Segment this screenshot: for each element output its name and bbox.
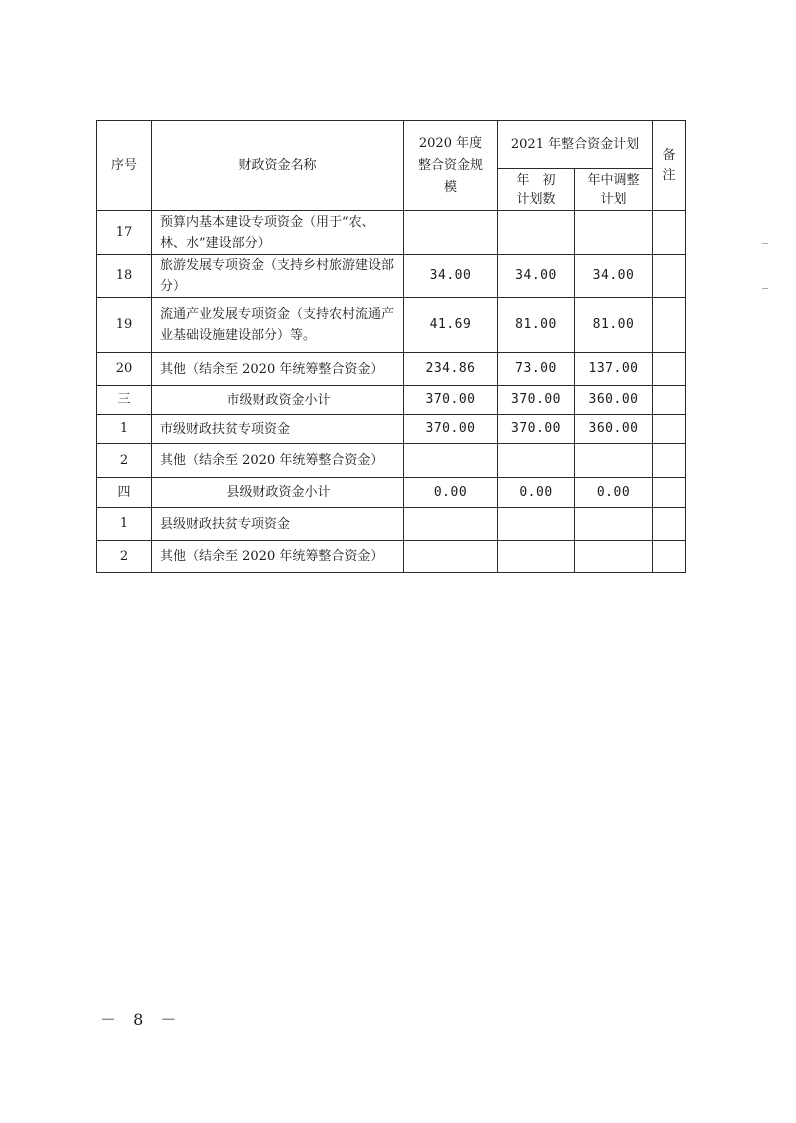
row-initial-plan: 370.00	[498, 386, 575, 415]
row-initial-plan	[498, 508, 575, 541]
row-seq: 1	[97, 415, 152, 444]
row-initial-plan	[498, 444, 575, 478]
row-remark	[653, 415, 686, 444]
row-initial-plan	[498, 541, 575, 573]
table-header-row	[97, 121, 686, 169]
row-remark	[653, 298, 686, 353]
row-seq: 三	[97, 386, 152, 415]
row-scale-2020	[404, 541, 498, 573]
row-initial-plan	[498, 211, 575, 255]
row-midyear-plan: 137.00	[575, 353, 653, 386]
row-remark	[653, 541, 686, 573]
row-remark	[653, 386, 686, 415]
row-midyear-plan: 0.00	[575, 478, 653, 508]
row-scale-2020: 41.69	[404, 298, 498, 353]
row-seq: 四	[97, 478, 152, 508]
page-number: － 8 －	[100, 1010, 183, 1029]
header-plan-2021: 2021 年整合资金计划	[498, 121, 653, 169]
row-midyear-plan: 34.00	[575, 255, 653, 298]
row-seq: 19	[97, 298, 152, 353]
row-seq: 20	[97, 353, 152, 386]
row-scale-2020: 370.00	[404, 386, 498, 415]
row-midyear-plan: 360.00	[575, 415, 653, 444]
row-fund-name: 流通产业发展专项资金（支持农村流通产业基础设施建设部分）等。	[152, 298, 404, 353]
row-seq: 17	[97, 211, 152, 255]
table-row	[97, 298, 686, 353]
table-row	[97, 541, 686, 573]
header-seq: 序号	[97, 121, 152, 211]
row-fund-name: 县级财政扶贫专项资金	[152, 508, 404, 541]
row-initial-plan: 34.00	[498, 255, 575, 298]
row-remark	[653, 353, 686, 386]
row-fund-name: 预算内基本建设专项资金（用于“农、林、水”建设部分）	[152, 211, 404, 255]
row-fund-name: 其他（结余至 2020 年统筹整合资金）	[152, 353, 404, 386]
row-remark	[653, 255, 686, 298]
row-remark	[653, 508, 686, 541]
row-scale-2020	[404, 508, 498, 541]
header-scale-2020: 2020 年度整合资金规模	[404, 121, 498, 211]
row-midyear-plan	[575, 211, 653, 255]
row-midyear-plan: 81.00	[575, 298, 653, 353]
row-remark	[653, 211, 686, 255]
row-scale-2020: 370.00	[404, 415, 498, 444]
header-name: 财政资金名称	[152, 121, 404, 211]
row-remark	[653, 444, 686, 478]
table-row	[97, 444, 686, 478]
fund-table	[96, 120, 686, 573]
row-fund-name: 其他（结余至 2020 年统筹整合资金）	[152, 541, 404, 573]
header-midyear-plan: 年中调整 计划	[575, 169, 653, 211]
header-remark: 备注	[653, 121, 686, 211]
row-remark	[653, 478, 686, 508]
row-fund-name: 旅游发展专项资金（支持乡村旅游建设部分）	[152, 255, 404, 298]
scan-mark	[762, 243, 768, 244]
scan-mark	[762, 288, 768, 289]
table-row	[97, 211, 686, 255]
row-midyear-plan	[575, 508, 653, 541]
table-row	[97, 353, 686, 386]
row-scale-2020: 34.00	[404, 255, 498, 298]
row-initial-plan: 73.00	[498, 353, 575, 386]
row-seq: 2	[97, 541, 152, 573]
table-row	[97, 508, 686, 541]
row-scale-2020	[404, 211, 498, 255]
row-initial-plan: 370.00	[498, 415, 575, 444]
row-fund-name: 市级财政资金小计	[152, 386, 404, 415]
table-row	[97, 415, 686, 444]
table-row	[97, 478, 686, 508]
row-fund-name: 市级财政扶贫专项资金	[152, 415, 404, 444]
row-midyear-plan: 360.00	[575, 386, 653, 415]
row-fund-name: 县级财政资金小计	[152, 478, 404, 508]
table-row	[97, 386, 686, 415]
row-seq: 2	[97, 444, 152, 478]
row-seq: 1	[97, 508, 152, 541]
row-fund-name: 其他（结余至 2020 年统筹整合资金）	[152, 444, 404, 478]
header-initial-plan: 年 初 计划数	[498, 169, 575, 211]
row-initial-plan: 0.00	[498, 478, 575, 508]
row-scale-2020	[404, 444, 498, 478]
row-seq: 18	[97, 255, 152, 298]
row-scale-2020: 0.00	[404, 478, 498, 508]
row-scale-2020: 234.86	[404, 353, 498, 386]
row-midyear-plan	[575, 541, 653, 573]
table-row	[97, 255, 686, 298]
row-midyear-plan	[575, 444, 653, 478]
row-initial-plan: 81.00	[498, 298, 575, 353]
